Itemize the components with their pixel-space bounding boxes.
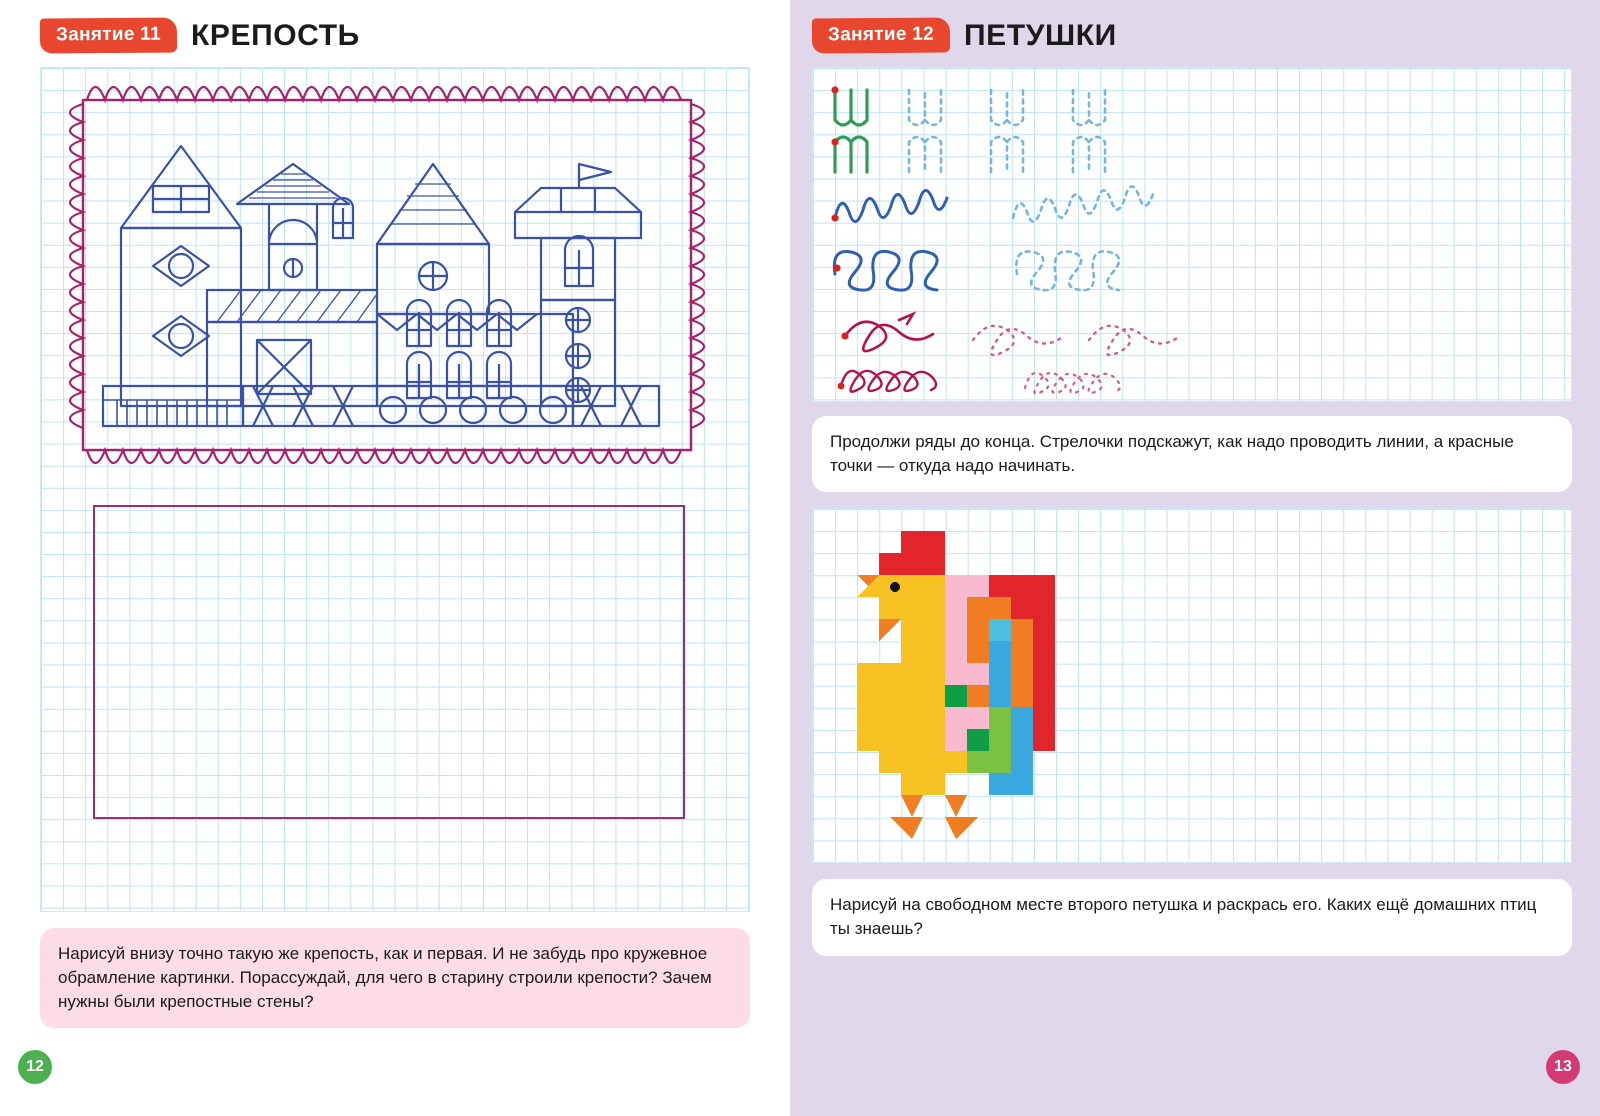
- start-dot-icon: [831, 138, 838, 145]
- castle-grid-panel: [40, 67, 750, 912]
- right-note-bottom-text: Нарисуй на свободном месте второго петушка и раскрась его. Каких ещё домашних птиц ты знаешь?: [830, 895, 1537, 939]
- right-note-top: [812, 416, 1572, 492]
- empty-practice-frame[interactable]: [93, 505, 685, 819]
- start-dot-icon: [831, 86, 838, 93]
- start-dot-icon: [833, 264, 840, 271]
- lesson-badge-left: Занятие 11: [40, 18, 177, 54]
- right-page-header: [812, 18, 1572, 53]
- left-page: [0, 0, 790, 1116]
- tracing-rows: [813, 68, 1572, 402]
- right-note-top-text: Продолжи ряды до конца. Стрелочки подскажут, как надо проводить линии, а красные точки — откуда надо начинать.: [830, 432, 1514, 476]
- left-page-header: [40, 18, 760, 53]
- start-dot-icon: [838, 383, 845, 390]
- lesson-title-right: ПЕТУШКИ: [964, 18, 1117, 52]
- rooster-grid-panel: [812, 508, 1572, 863]
- pixel-rooster: [813, 509, 1572, 863]
- left-note-box: [40, 928, 750, 1028]
- page-number-left: 12: [18, 1050, 52, 1084]
- page-number-right: 13: [1546, 1050, 1580, 1084]
- lesson-badge-right: Занятие 12: [812, 18, 950, 54]
- tracing-grid-panel: [812, 67, 1572, 402]
- right-note-bottom: [812, 879, 1572, 955]
- lesson-title-left: КРЕПОСТЬ: [190, 18, 360, 52]
- right-page: [790, 0, 1600, 1116]
- left-note-text: Нарисуй внизу точно такую же крепость, как и первая. И не забудь про кружевное обрамление картинки. Порассуждай, для чего в старину строили крепости? Зачем нужны были крепостные стены?: [58, 944, 712, 1012]
- start-dot-icon: [831, 214, 838, 221]
- start-dot-icon: [841, 332, 848, 339]
